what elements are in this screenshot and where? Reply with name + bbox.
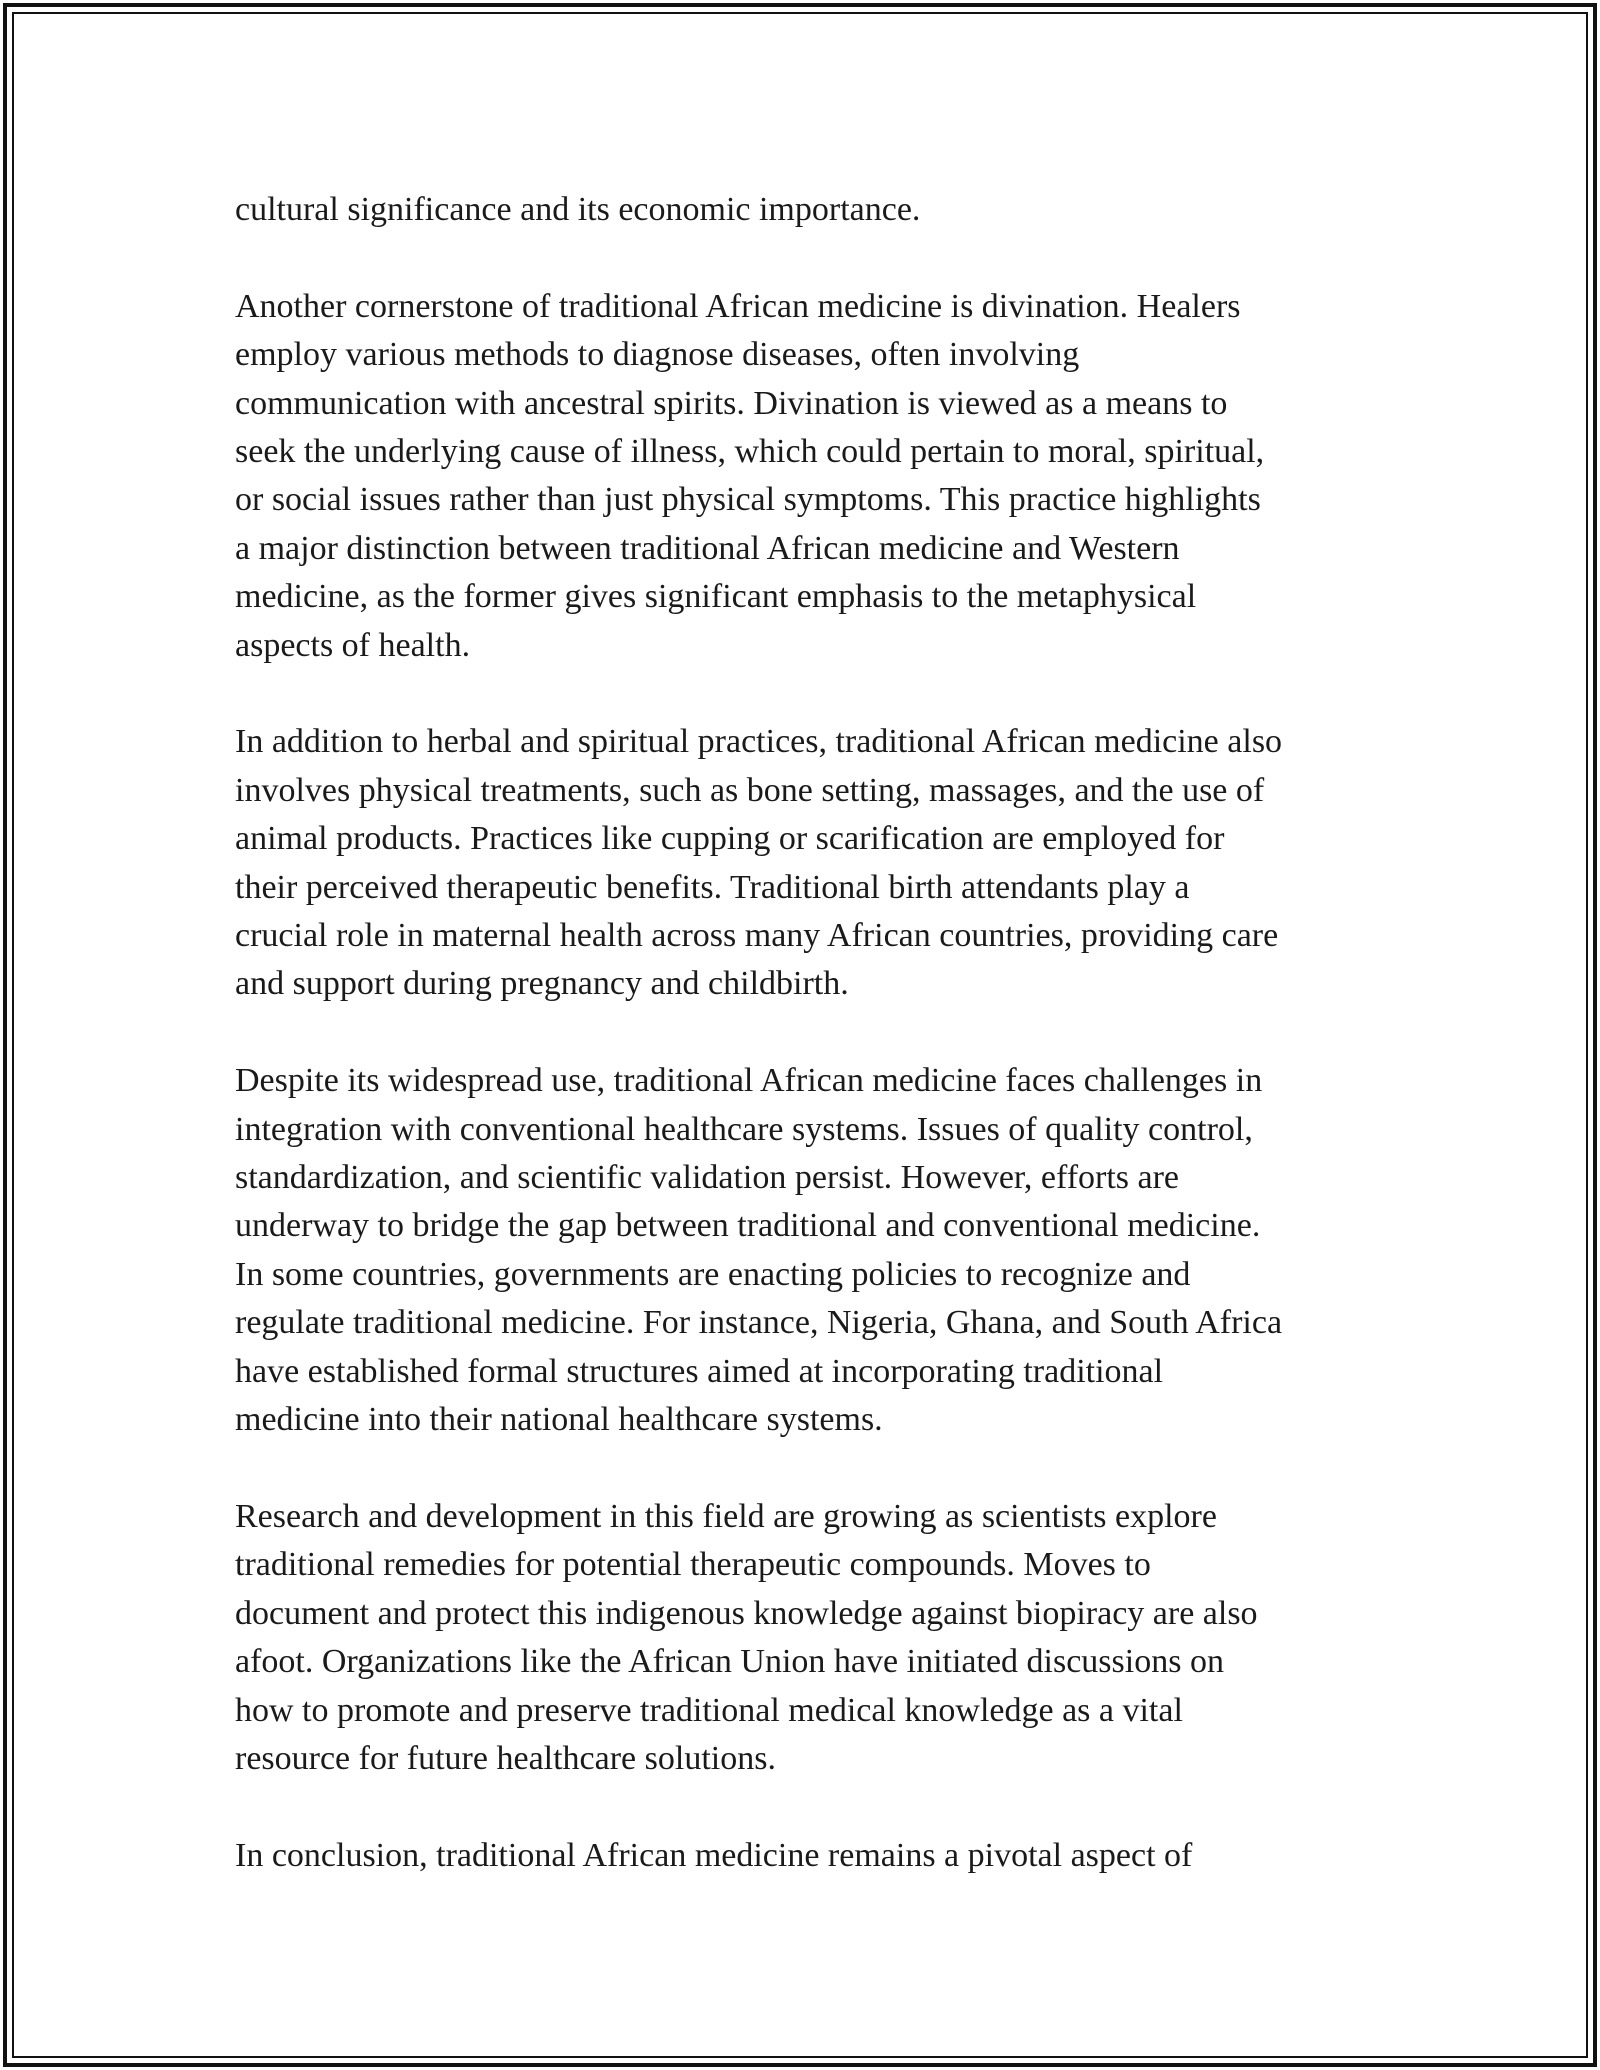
paragraph-4: Despite its widespread use, traditional African medicine faces challenges in integration with conventional healthcare systems. Issues of quality control, standardization, and scientific validation persist. However, efforts are underway to bridge the gap between traditional and conventional medicine. In some countries, governments are enacting policies to recognize and regulate traditional medicine. For instance, Nigeria, Ghana, and South Africa have established formal structures aimed at incorporating traditional medicine into their national healthcare systems.: [235, 1062, 1283, 1439]
paragraph-6: In conclusion, traditional African medicine remains a pivotal aspect of: [235, 1836, 1193, 1874]
paragraph-1: cultural significance and its economic importance.: [235, 191, 921, 228]
paragraph-5: Research and development in this field are growing as scientists explore traditional remedies for potential therapeutic compounds. Moves to document and protect this indigenous knowledge against biopiracy are also afoot. Organizations like the African Union have initiated discussions on how to promote and preserve traditional medical knowledge as a vital resource for future healthcare solutions.: [235, 1497, 1258, 1777]
document-body: [235, 186, 1385, 1929]
paragraph-2: Another cornerstone of traditional African medicine is divination. Healers employ various methods to diagnose diseases, often involving communication with ancestral spirits. Divination is viewed as a means to seek the underlying cause of illness, which could pertain to moral, spiritual, or social issues rather than just physical symptoms. This practice highlights a major distinction between traditional African medicine and Western medicine, as the former gives significant emphasis to the metaphysical aspects of health.: [235, 287, 1265, 664]
paragraph-3: In addition to herbal and spiritual practices, traditional African medicine also involves physical treatments, such as bone setting, massages, and the use of animal products. Practices like cupping or scarification are employed for their perceived therapeutic benefits. Traditional birth attendants play a crucial role in maternal health across many African countries, providing care and support during pregnancy and childbirth.: [235, 723, 1283, 1003]
